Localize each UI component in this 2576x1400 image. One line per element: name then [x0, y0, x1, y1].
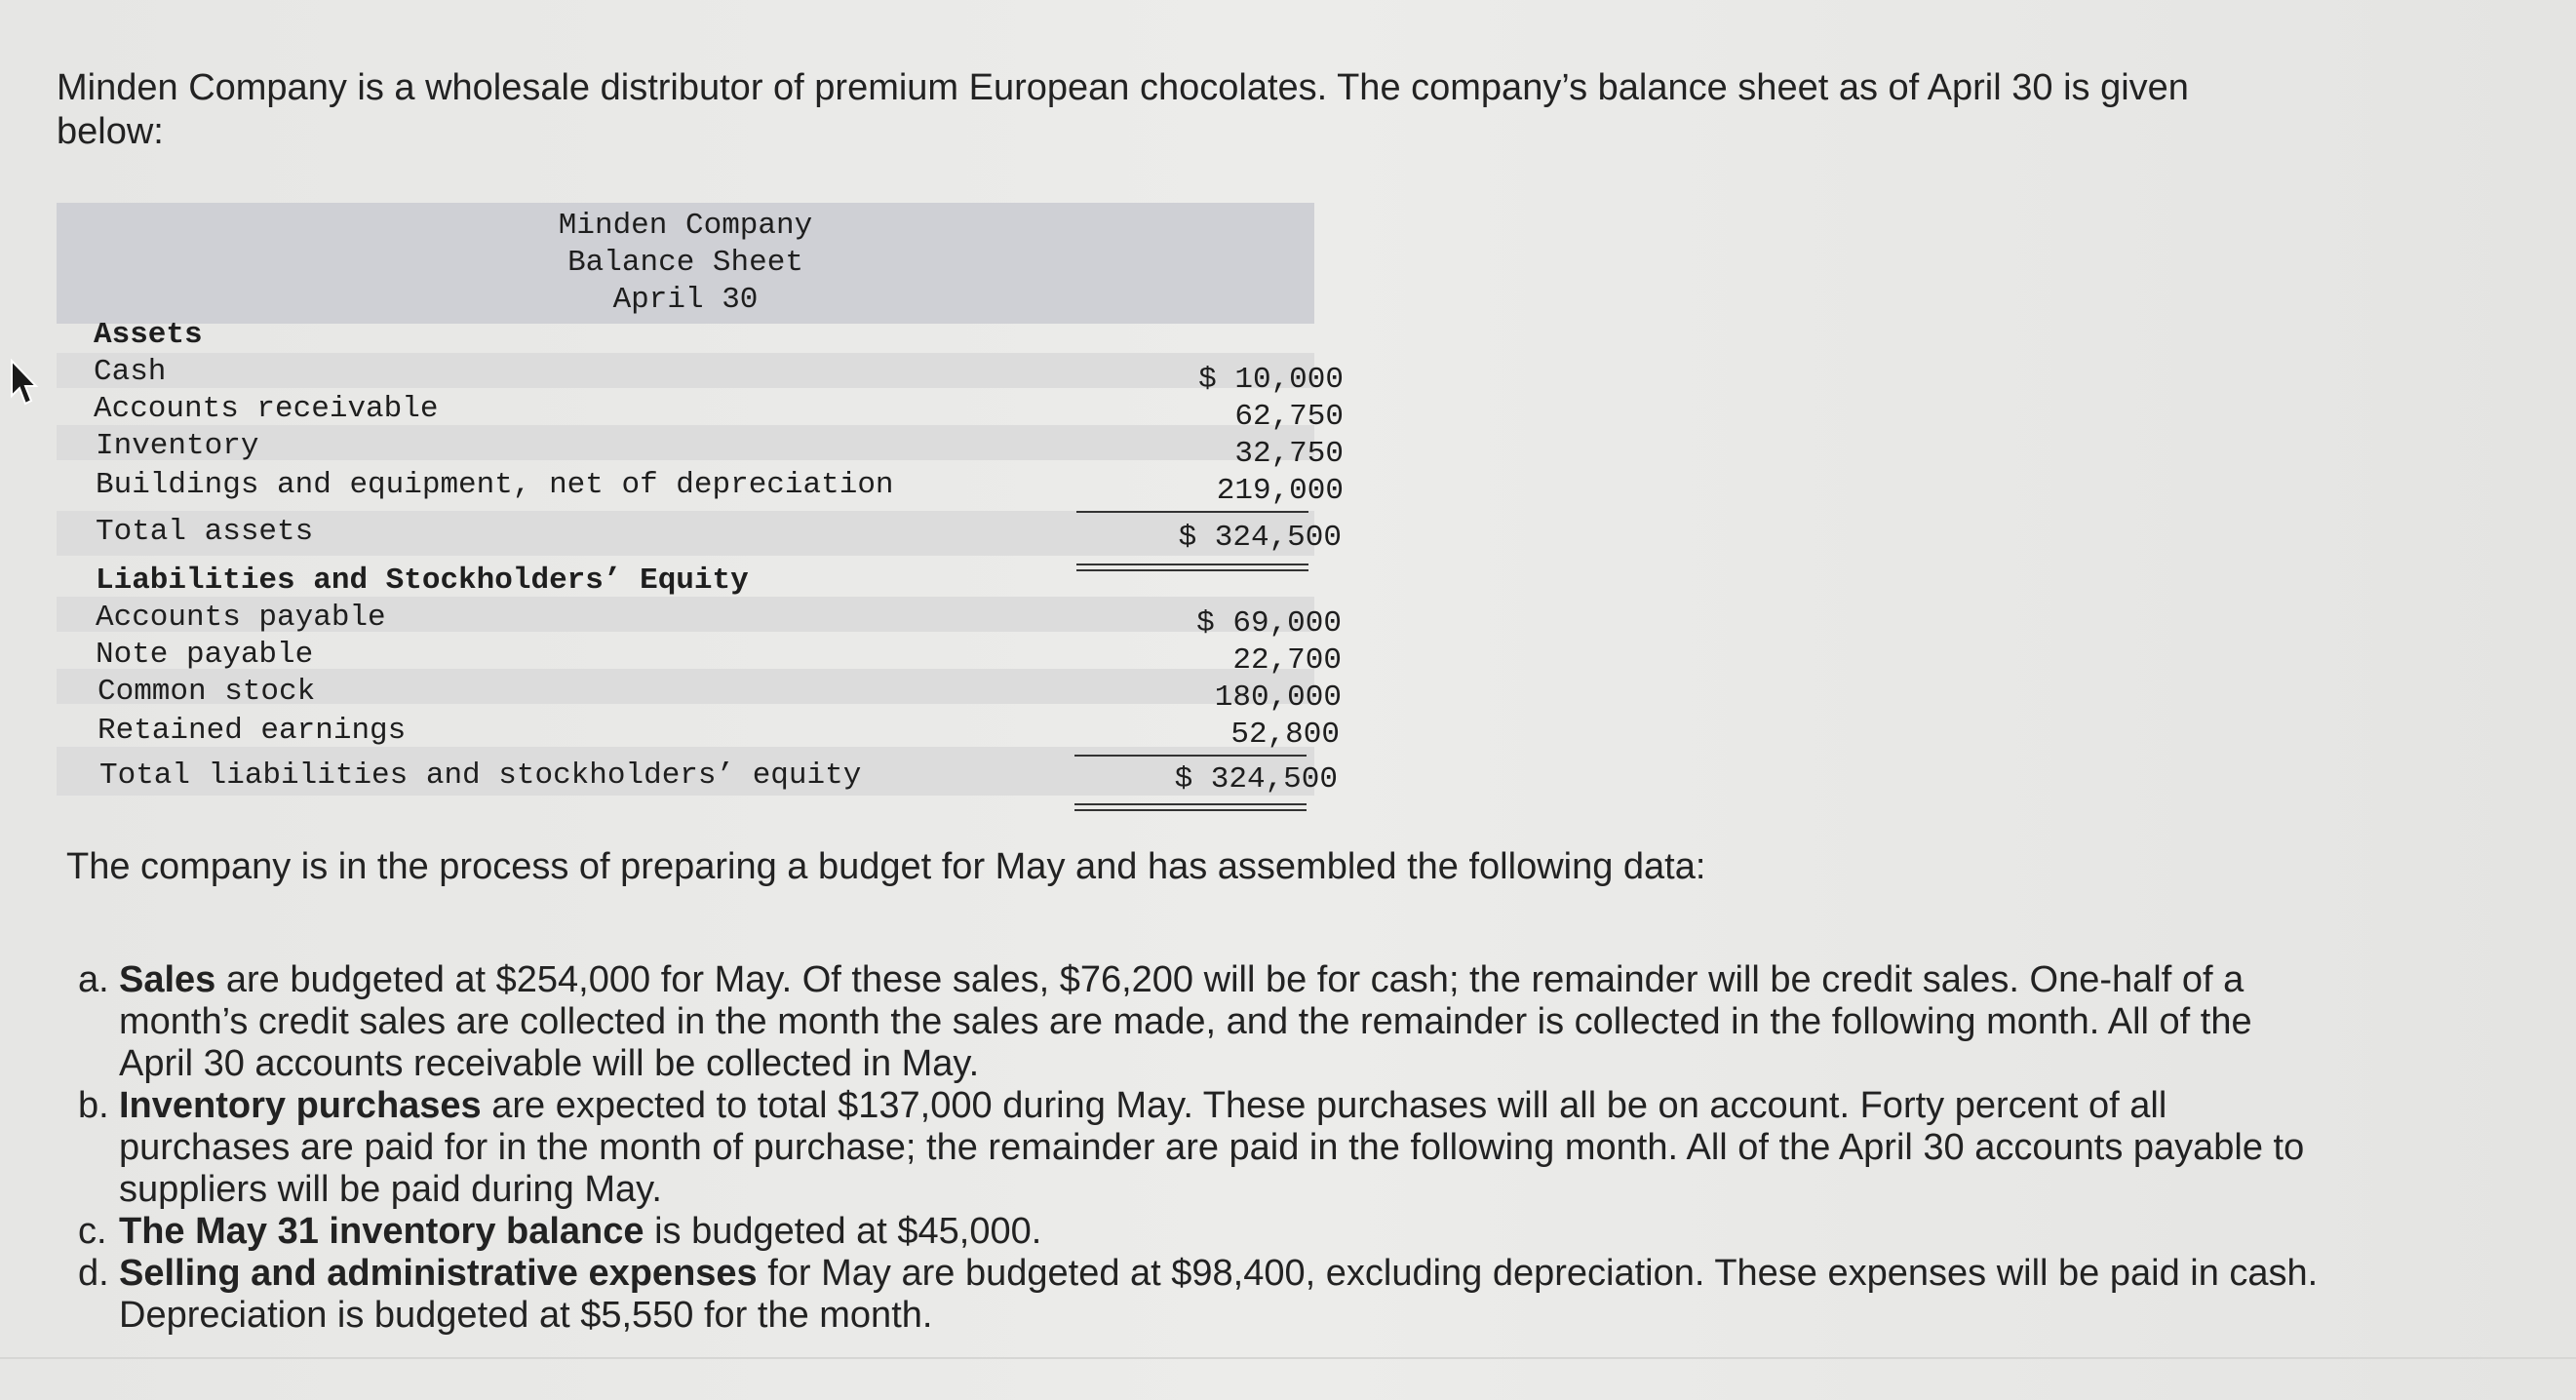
liability-label: Retained earnings	[98, 714, 407, 748]
balance-sheet-header	[57, 203, 1314, 324]
item-text: are budgeted at $254,000 for May. Of these sales, $76,200 will be for cash; the remainder will be credit sales. One-half of a month’s credit sales are collected in the month the sales are made, and the remainder is collected in the following month. All of the April 30 accounts receivable will be collected in May.	[119, 959, 2252, 1084]
subtotal-rule	[1076, 511, 1308, 513]
company-name: Minden Company	[558, 209, 813, 243]
liability-value: 22,700	[1232, 643, 1342, 678]
asset-value: $ 10,000	[1198, 363, 1344, 397]
item-keyword: Sales	[119, 959, 216, 1000]
liability-label: Accounts payable	[96, 601, 386, 635]
list-item	[78, 1211, 2321, 1253]
total-liabilities-value: $ 324,500	[1174, 762, 1338, 797]
subtotal-rule	[1074, 755, 1307, 757]
double-rule	[1076, 564, 1308, 565]
list-marker: a.	[78, 959, 109, 1000]
liability-value: 180,000	[1214, 681, 1342, 715]
budget-intro-text: The company is in the process of preparing a budget for May and has assembled the following data:	[66, 846, 1706, 887]
liability-value: $ 69,000	[1196, 606, 1342, 641]
item-keyword: Inventory purchases	[119, 1085, 482, 1126]
list-item	[78, 959, 2321, 1085]
total-assets-value: $ 324,500	[1178, 521, 1342, 555]
double-rule	[1074, 803, 1307, 805]
liabilities-heading: Liabilities and Stockholders’ Equity	[96, 564, 749, 598]
asset-label: Cash	[94, 355, 167, 389]
list-marker: b.	[78, 1085, 109, 1126]
list-item	[78, 1085, 2321, 1211]
sheet-date: April 30	[612, 283, 759, 317]
mouse-pointer-icon	[8, 359, 39, 408]
item-keyword: The May 31 inventory balance	[119, 1211, 644, 1252]
liability-label: Common stock	[98, 675, 316, 709]
asset-label: Buildings and equipment, net of depreciation	[96, 468, 894, 502]
intro-text: Minden Company is a wholesale distributor of premium European chocolates. The company’s balance sheet as of April 30 is given below:	[57, 67, 2189, 152]
item-text: for May are budgeted at $98,400, excluding depreciation. These expenses will be paid in cash. Depreciation is budgeted at $5,550 for the month.	[119, 1253, 2319, 1336]
item-keyword: Selling and administrative expenses	[119, 1253, 758, 1294]
item-text: is budgeted at $45,000.	[644, 1211, 1042, 1252]
total-assets-label: Total assets	[96, 515, 314, 549]
liability-label: Note payable	[96, 638, 314, 672]
list-marker: c.	[78, 1211, 107, 1252]
list-marker: d.	[78, 1253, 109, 1294]
double-rule	[1076, 569, 1308, 571]
list-item	[78, 1253, 2321, 1337]
asset-label: Inventory	[96, 429, 259, 463]
divider	[0, 1357, 2576, 1359]
total-liabilities-label: Total liabilities and stockholders’ equity	[99, 758, 862, 793]
asset-label: Accounts receivable	[94, 392, 439, 426]
sheet-title: Balance Sheet	[567, 246, 803, 280]
asset-value: 32,750	[1234, 437, 1344, 471]
budget-data-list	[78, 959, 2321, 1337]
double-rule	[1074, 809, 1307, 811]
liability-value: 52,800	[1230, 718, 1340, 752]
asset-value: 62,750	[1234, 400, 1344, 434]
asset-value: 219,000	[1216, 474, 1344, 508]
item-text: are expected to total $137,000 during May. These purchases will all be on account. Forty percent of all purchases are paid for in the month of purchase; the remainder are paid in the following month. All of the April 30 accounts payable to suppliers will be paid during May.	[119, 1085, 2305, 1210]
balance-sheet	[57, 203, 1344, 807]
assets-heading: Assets	[94, 318, 203, 352]
